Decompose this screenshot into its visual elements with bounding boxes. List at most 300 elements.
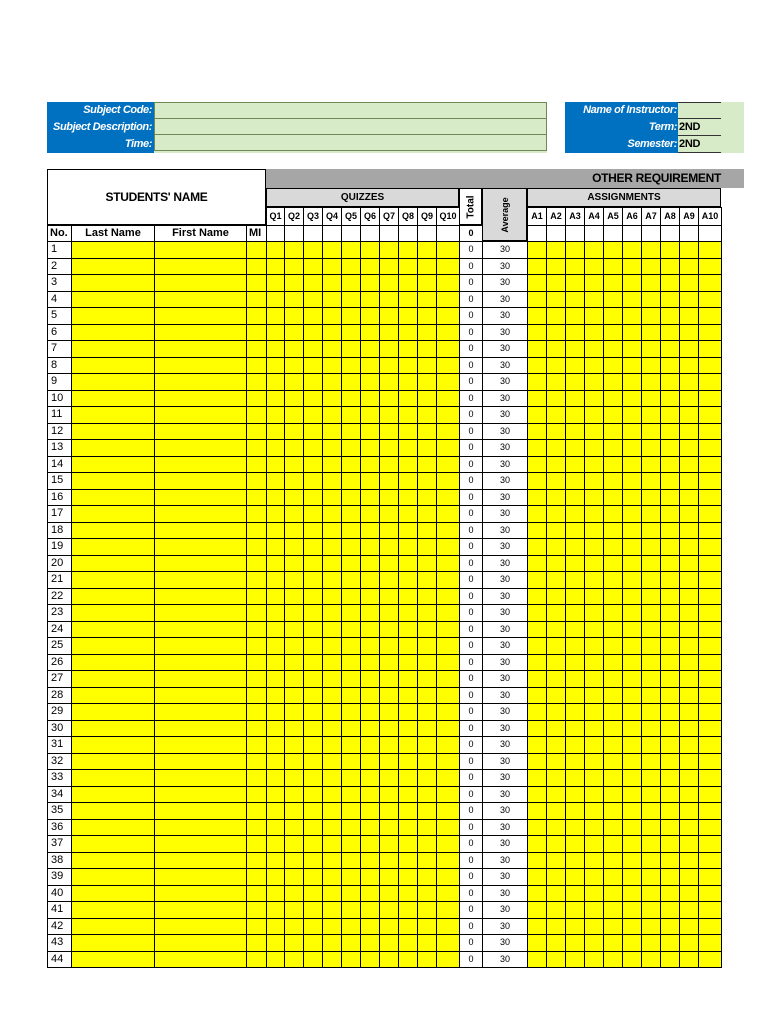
assignment-score-cell[interactable]: [622, 456, 642, 473]
assignment-score-cell[interactable]: [679, 720, 699, 737]
assignment-score-cell[interactable]: [660, 588, 680, 605]
assignment-score-cell[interactable]: [546, 720, 566, 737]
assignment-score-cell[interactable]: [565, 621, 585, 638]
quiz-score-cell[interactable]: [379, 736, 399, 754]
quiz-score-cell[interactable]: [266, 852, 285, 869]
assignment-score-cell[interactable]: [641, 571, 661, 589]
quiz-score-cell[interactable]: [398, 687, 418, 704]
assignment-score-cell[interactable]: [527, 588, 547, 605]
assignment-score-cell[interactable]: [546, 769, 566, 787]
assignment-score-cell[interactable]: [546, 307, 566, 325]
quiz-score-cell[interactable]: [436, 291, 460, 308]
mi-cell[interactable]: [246, 918, 267, 935]
mi-cell[interactable]: [246, 324, 267, 341]
assignment-score-cell[interactable]: [565, 489, 585, 506]
quiz-score-cell[interactable]: [266, 522, 285, 539]
last-name-cell[interactable]: [71, 918, 155, 935]
quiz-score-cell[interactable]: [341, 472, 361, 490]
quiz-score-cell[interactable]: [284, 489, 304, 506]
quiz-score-cell[interactable]: [322, 753, 342, 770]
assignment-score-cell[interactable]: [660, 505, 680, 523]
last-name-cell[interactable]: [71, 324, 155, 341]
quiz-score-cell[interactable]: [436, 258, 460, 275]
quiz-score-cell[interactable]: [284, 522, 304, 539]
quiz-score-cell[interactable]: [322, 951, 342, 968]
assignment-score-cell[interactable]: [641, 373, 661, 391]
assignment-score-cell[interactable]: [584, 307, 604, 325]
assignment-score-cell[interactable]: [660, 555, 680, 572]
assignment-score-cell[interactable]: [565, 340, 585, 358]
assignment-score-cell[interactable]: [660, 604, 680, 622]
quiz-score-cell[interactable]: [266, 654, 285, 671]
assignment-score-cell[interactable]: [584, 439, 604, 457]
quiz-score-cell[interactable]: [379, 670, 399, 688]
first-name-cell[interactable]: [154, 489, 247, 506]
assignment-score-cell[interactable]: [641, 522, 661, 539]
assignment-score-cell[interactable]: [565, 786, 585, 803]
first-name-cell[interactable]: [154, 522, 247, 539]
assignment-score-cell[interactable]: [698, 703, 722, 721]
quiz-score-cell[interactable]: [417, 802, 437, 820]
assignment-score-cell[interactable]: [660, 687, 680, 704]
first-name-cell[interactable]: [154, 307, 247, 325]
assignment-score-cell[interactable]: [546, 802, 566, 820]
assignment-score-cell[interactable]: [546, 357, 566, 374]
quiz-score-cell[interactable]: [341, 802, 361, 820]
quiz-score-cell[interactable]: [284, 406, 304, 424]
first-name-cell[interactable]: [154, 456, 247, 473]
quiz-score-cell[interactable]: [341, 406, 361, 424]
quiz-score-cell[interactable]: [417, 406, 437, 424]
assignment-score-cell[interactable]: [660, 571, 680, 589]
assignment-score-cell[interactable]: [679, 406, 699, 424]
quiz-score-cell[interactable]: [322, 357, 342, 374]
quiz-score-cell[interactable]: [436, 868, 460, 886]
assignment-score-cell[interactable]: [565, 307, 585, 325]
assignment-score-cell[interactable]: [698, 241, 722, 259]
quiz-score-cell[interactable]: [322, 505, 342, 523]
quiz-score-cell[interactable]: [284, 951, 304, 968]
assignment-score-cell[interactable]: [603, 522, 623, 539]
mi-cell[interactable]: [246, 538, 267, 556]
quiz-score-cell[interactable]: [379, 769, 399, 787]
quiz-score-cell[interactable]: [266, 951, 285, 968]
quiz-score-cell[interactable]: [436, 340, 460, 358]
quiz-score-cell[interactable]: [360, 637, 380, 655]
assignment-score-cell[interactable]: [584, 505, 604, 523]
quiz-score-cell[interactable]: [360, 307, 380, 325]
assignment-score-cell[interactable]: [565, 934, 585, 952]
quiz-score-cell[interactable]: [379, 505, 399, 523]
quiz-score-cell[interactable]: [379, 241, 399, 259]
assignment-score-cell[interactable]: [603, 720, 623, 737]
last-name-cell[interactable]: [71, 307, 155, 325]
quiz-score-cell[interactable]: [322, 390, 342, 407]
mi-cell[interactable]: [246, 802, 267, 820]
last-name-cell[interactable]: [71, 802, 155, 820]
quiz-score-cell[interactable]: [341, 489, 361, 506]
assignment-score-cell[interactable]: [641, 736, 661, 754]
quiz-score-cell[interactable]: [341, 736, 361, 754]
mi-cell[interactable]: [246, 489, 267, 506]
quiz-score-cell[interactable]: [322, 852, 342, 869]
quiz-score-cell[interactable]: [322, 439, 342, 457]
last-name-cell[interactable]: [71, 505, 155, 523]
quiz-score-cell[interactable]: [360, 258, 380, 275]
first-name-cell[interactable]: [154, 555, 247, 572]
assignment-score-cell[interactable]: [603, 258, 623, 275]
quiz-score-cell[interactable]: [360, 703, 380, 721]
quiz-score-cell[interactable]: [303, 505, 323, 523]
assignment-score-cell[interactable]: [603, 736, 623, 754]
quiz-score-cell[interactable]: [398, 769, 418, 787]
assignment-score-cell[interactable]: [698, 736, 722, 754]
quiz-score-cell[interactable]: [266, 753, 285, 770]
quiz-score-cell[interactable]: [360, 670, 380, 688]
quiz-score-cell[interactable]: [266, 291, 285, 308]
assignment-score-cell[interactable]: [660, 753, 680, 770]
assignment-score-cell[interactable]: [527, 340, 547, 358]
assignment-score-cell[interactable]: [584, 852, 604, 869]
quiz-score-cell[interactable]: [398, 571, 418, 589]
assignment-score-cell[interactable]: [584, 736, 604, 754]
quiz-score-cell[interactable]: [436, 637, 460, 655]
last-name-cell[interactable]: [71, 703, 155, 721]
quiz-score-cell[interactable]: [322, 307, 342, 325]
assignment-score-cell[interactable]: [679, 753, 699, 770]
assignment-score-cell[interactable]: [679, 258, 699, 275]
assignment-score-cell[interactable]: [565, 802, 585, 820]
assignment-score-cell[interactable]: [565, 835, 585, 853]
assignment-score-cell[interactable]: [622, 934, 642, 952]
assignment-score-cell[interactable]: [660, 291, 680, 308]
quiz-score-cell[interactable]: [436, 406, 460, 424]
quiz-score-cell[interactable]: [360, 769, 380, 787]
quiz-score-cell[interactable]: [417, 753, 437, 770]
quiz-score-cell[interactable]: [436, 241, 460, 259]
quiz-score-cell[interactable]: [303, 307, 323, 325]
assignment-score-cell[interactable]: [584, 885, 604, 902]
assignment-score-cell[interactable]: [660, 637, 680, 655]
assignment-score-cell[interactable]: [660, 489, 680, 506]
assignment-score-cell[interactable]: [679, 373, 699, 391]
quiz-score-cell[interactable]: [398, 324, 418, 341]
first-name-cell[interactable]: [154, 868, 247, 886]
assignment-score-cell[interactable]: [641, 456, 661, 473]
quiz-score-cell[interactable]: [322, 835, 342, 853]
assignment-score-cell[interactable]: [603, 604, 623, 622]
assignment-score-cell[interactable]: [679, 357, 699, 374]
mi-cell[interactable]: [246, 406, 267, 424]
quiz-score-cell[interactable]: [341, 769, 361, 787]
quiz-score-cell[interactable]: [341, 241, 361, 259]
quiz-score-cell[interactable]: [284, 786, 304, 803]
quiz-score-cell[interactable]: [322, 373, 342, 391]
term-field[interactable]: 2ND: [678, 119, 721, 136]
assignment-score-cell[interactable]: [679, 538, 699, 556]
quiz-score-cell[interactable]: [341, 885, 361, 902]
assignment-score-cell[interactable]: [603, 786, 623, 803]
assignment-score-cell[interactable]: [546, 241, 566, 259]
quiz-score-cell[interactable]: [322, 637, 342, 655]
quiz-score-cell[interactable]: [341, 373, 361, 391]
assignment-score-cell[interactable]: [698, 786, 722, 803]
assignment-score-cell[interactable]: [527, 819, 547, 836]
first-name-cell[interactable]: [154, 637, 247, 655]
quiz-score-cell[interactable]: [436, 736, 460, 754]
last-name-cell[interactable]: [71, 819, 155, 836]
assignment-score-cell[interactable]: [546, 687, 566, 704]
mi-cell[interactable]: [246, 819, 267, 836]
quiz-score-cell[interactable]: [284, 802, 304, 820]
quiz-score-cell[interactable]: [436, 555, 460, 572]
assignment-max-cell[interactable]: [565, 225, 585, 242]
mi-cell[interactable]: [246, 373, 267, 391]
last-name-cell[interactable]: [71, 258, 155, 275]
quiz-score-cell[interactable]: [303, 324, 323, 341]
assignment-score-cell[interactable]: [565, 538, 585, 556]
quiz-score-cell[interactable]: [341, 852, 361, 869]
quiz-score-cell[interactable]: [303, 802, 323, 820]
quiz-score-cell[interactable]: [379, 522, 399, 539]
quiz-score-cell[interactable]: [341, 670, 361, 688]
assignment-score-cell[interactable]: [698, 918, 722, 935]
quiz-score-cell[interactable]: [266, 769, 285, 787]
first-name-cell[interactable]: [154, 340, 247, 358]
first-name-cell[interactable]: [154, 802, 247, 820]
assignment-score-cell[interactable]: [603, 505, 623, 523]
assignment-score-cell[interactable]: [698, 373, 722, 391]
mi-cell[interactable]: [246, 654, 267, 671]
assignment-score-cell[interactable]: [622, 670, 642, 688]
assignment-score-cell[interactable]: [660, 852, 680, 869]
quiz-score-cell[interactable]: [379, 258, 399, 275]
quiz-score-cell[interactable]: [341, 522, 361, 539]
quiz-score-cell[interactable]: [379, 819, 399, 836]
assignment-score-cell[interactable]: [641, 258, 661, 275]
assignment-score-cell[interactable]: [546, 934, 566, 952]
assignment-score-cell[interactable]: [679, 423, 699, 440]
mi-cell[interactable]: [246, 720, 267, 737]
quiz-score-cell[interactable]: [303, 736, 323, 754]
assignment-score-cell[interactable]: [679, 769, 699, 787]
last-name-cell[interactable]: [71, 670, 155, 688]
assignment-score-cell[interactable]: [622, 654, 642, 671]
assignment-score-cell[interactable]: [603, 835, 623, 853]
assignment-score-cell[interactable]: [698, 753, 722, 770]
quiz-score-cell[interactable]: [322, 555, 342, 572]
last-name-cell[interactable]: [71, 786, 155, 803]
assignment-score-cell[interactable]: [622, 802, 642, 820]
quiz-score-cell[interactable]: [360, 505, 380, 523]
quiz-score-cell[interactable]: [379, 654, 399, 671]
quiz-score-cell[interactable]: [303, 835, 323, 853]
quiz-score-cell[interactable]: [360, 423, 380, 440]
quiz-score-cell[interactable]: [379, 885, 399, 902]
quiz-score-cell[interactable]: [379, 786, 399, 803]
quiz-score-cell[interactable]: [398, 423, 418, 440]
quiz-score-cell[interactable]: [360, 522, 380, 539]
assignment-score-cell[interactable]: [565, 439, 585, 457]
assignment-score-cell[interactable]: [584, 901, 604, 919]
assignment-score-cell[interactable]: [546, 588, 566, 605]
last-name-cell[interactable]: [71, 835, 155, 853]
quiz-score-cell[interactable]: [379, 588, 399, 605]
assignment-score-cell[interactable]: [584, 670, 604, 688]
quiz-score-cell[interactable]: [341, 307, 361, 325]
assignment-score-cell[interactable]: [679, 274, 699, 292]
quiz-score-cell[interactable]: [436, 720, 460, 737]
assignment-score-cell[interactable]: [527, 538, 547, 556]
assignment-score-cell[interactable]: [679, 571, 699, 589]
assignment-score-cell[interactable]: [565, 753, 585, 770]
quiz-score-cell[interactable]: [322, 901, 342, 919]
first-name-cell[interactable]: [154, 505, 247, 523]
quiz-score-cell[interactable]: [341, 291, 361, 308]
quiz-score-cell[interactable]: [417, 604, 437, 622]
quiz-score-cell[interactable]: [341, 357, 361, 374]
quiz-score-cell[interactable]: [284, 505, 304, 523]
quiz-score-cell[interactable]: [398, 588, 418, 605]
assignment-score-cell[interactable]: [584, 918, 604, 935]
quiz-score-cell[interactable]: [303, 819, 323, 836]
assignment-score-cell[interactable]: [527, 324, 547, 341]
first-name-cell[interactable]: [154, 687, 247, 704]
quiz-score-cell[interactable]: [436, 654, 460, 671]
quiz-score-cell[interactable]: [303, 918, 323, 935]
last-name-cell[interactable]: [71, 274, 155, 292]
assignment-score-cell[interactable]: [603, 489, 623, 506]
assignment-score-cell[interactable]: [584, 951, 604, 968]
mi-cell[interactable]: [246, 522, 267, 539]
mi-cell[interactable]: [246, 258, 267, 275]
assignment-max-cell[interactable]: [546, 225, 566, 242]
assignment-score-cell[interactable]: [660, 340, 680, 358]
assignment-score-cell[interactable]: [527, 885, 547, 902]
assignment-score-cell[interactable]: [679, 654, 699, 671]
assignment-score-cell[interactable]: [679, 291, 699, 308]
quiz-score-cell[interactable]: [379, 753, 399, 770]
quiz-max-cell[interactable]: [398, 225, 418, 242]
assignment-score-cell[interactable]: [584, 720, 604, 737]
assignment-score-cell[interactable]: [584, 571, 604, 589]
assignment-score-cell[interactable]: [641, 340, 661, 358]
quiz-score-cell[interactable]: [436, 802, 460, 820]
quiz-score-cell[interactable]: [398, 373, 418, 391]
quiz-max-cell[interactable]: [436, 225, 460, 242]
last-name-cell[interactable]: [71, 241, 155, 259]
assignment-score-cell[interactable]: [603, 703, 623, 721]
assignment-score-cell[interactable]: [603, 538, 623, 556]
last-name-cell[interactable]: [71, 753, 155, 770]
assignment-max-cell[interactable]: [698, 225, 722, 242]
assignment-score-cell[interactable]: [565, 571, 585, 589]
quiz-score-cell[interactable]: [266, 786, 285, 803]
assignment-score-cell[interactable]: [698, 654, 722, 671]
assignment-max-cell[interactable]: [679, 225, 699, 242]
assignment-score-cell[interactable]: [622, 769, 642, 787]
quiz-score-cell[interactable]: [341, 340, 361, 358]
assignment-score-cell[interactable]: [679, 456, 699, 473]
quiz-score-cell[interactable]: [284, 555, 304, 572]
quiz-score-cell[interactable]: [341, 439, 361, 457]
last-name-cell[interactable]: [71, 291, 155, 308]
quiz-score-cell[interactable]: [266, 423, 285, 440]
quiz-score-cell[interactable]: [284, 720, 304, 737]
quiz-score-cell[interactable]: [284, 654, 304, 671]
quiz-score-cell[interactable]: [322, 802, 342, 820]
quiz-score-cell[interactable]: [303, 538, 323, 556]
assignment-score-cell[interactable]: [660, 769, 680, 787]
assignment-score-cell[interactable]: [622, 621, 642, 638]
quiz-score-cell[interactable]: [322, 621, 342, 638]
last-name-cell[interactable]: [71, 423, 155, 440]
assignment-score-cell[interactable]: [603, 637, 623, 655]
first-name-cell[interactable]: [154, 357, 247, 374]
assignment-score-cell[interactable]: [622, 373, 642, 391]
assignment-score-cell[interactable]: [698, 819, 722, 836]
assignment-score-cell[interactable]: [527, 703, 547, 721]
quiz-score-cell[interactable]: [284, 670, 304, 688]
first-name-cell[interactable]: [154, 819, 247, 836]
quiz-score-cell[interactable]: [266, 720, 285, 737]
last-name-cell[interactable]: [71, 951, 155, 968]
assignment-max-cell[interactable]: [641, 225, 661, 242]
mi-cell[interactable]: [246, 703, 267, 721]
assignment-score-cell[interactable]: [679, 340, 699, 358]
assignment-score-cell[interactable]: [698, 604, 722, 622]
quiz-score-cell[interactable]: [436, 687, 460, 704]
assignment-score-cell[interactable]: [641, 769, 661, 787]
quiz-score-cell[interactable]: [341, 538, 361, 556]
quiz-score-cell[interactable]: [398, 918, 418, 935]
assignment-score-cell[interactable]: [527, 505, 547, 523]
quiz-score-cell[interactable]: [360, 951, 380, 968]
quiz-score-cell[interactable]: [379, 621, 399, 638]
quiz-score-cell[interactable]: [341, 423, 361, 440]
quiz-score-cell[interactable]: [322, 274, 342, 292]
quiz-score-cell[interactable]: [322, 291, 342, 308]
assignment-score-cell[interactable]: [679, 835, 699, 853]
assignment-score-cell[interactable]: [527, 274, 547, 292]
assignment-score-cell[interactable]: [546, 868, 566, 886]
quiz-score-cell[interactable]: [436, 538, 460, 556]
quiz-score-cell[interactable]: [379, 555, 399, 572]
quiz-score-cell[interactable]: [284, 819, 304, 836]
quiz-score-cell[interactable]: [303, 258, 323, 275]
assignment-score-cell[interactable]: [698, 571, 722, 589]
last-name-cell[interactable]: [71, 901, 155, 919]
assignment-score-cell[interactable]: [584, 390, 604, 407]
assignment-score-cell[interactable]: [546, 258, 566, 275]
quiz-score-cell[interactable]: [436, 439, 460, 457]
last-name-cell[interactable]: [71, 852, 155, 869]
quiz-score-cell[interactable]: [360, 406, 380, 424]
quiz-max-cell[interactable]: [379, 225, 399, 242]
assignment-score-cell[interactable]: [679, 951, 699, 968]
quiz-score-cell[interactable]: [436, 423, 460, 440]
mi-cell[interactable]: [246, 241, 267, 259]
assignment-score-cell[interactable]: [527, 489, 547, 506]
assignment-max-cell[interactable]: [527, 225, 547, 242]
assignment-score-cell[interactable]: [622, 951, 642, 968]
last-name-cell[interactable]: [71, 340, 155, 358]
assignment-score-cell[interactable]: [584, 637, 604, 655]
quiz-score-cell[interactable]: [341, 555, 361, 572]
assignment-score-cell[interactable]: [603, 934, 623, 952]
assignment-score-cell[interactable]: [565, 406, 585, 424]
quiz-score-cell[interactable]: [360, 736, 380, 754]
